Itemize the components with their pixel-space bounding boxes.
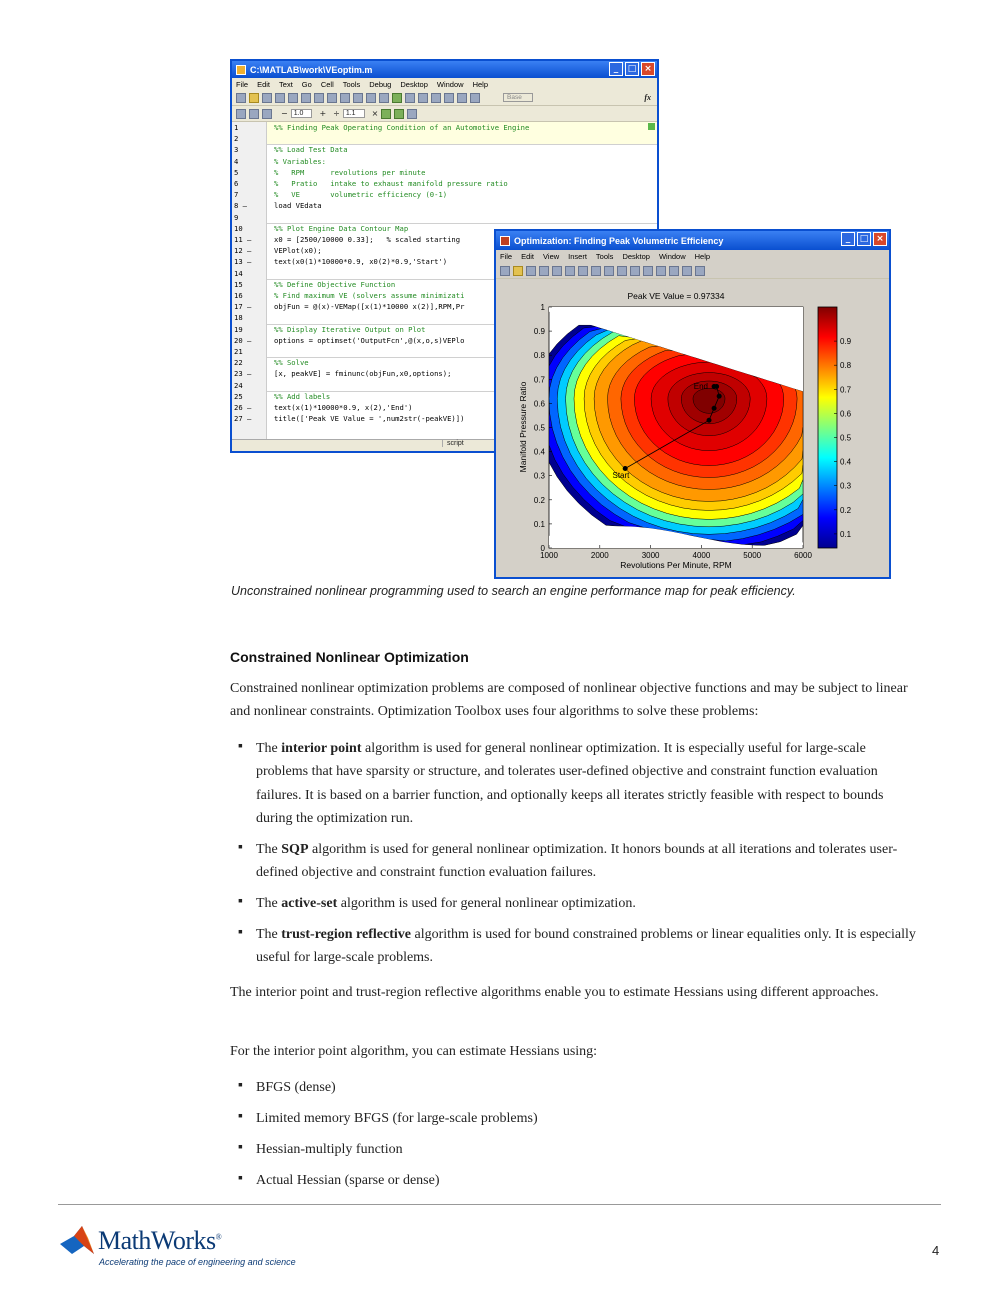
section-heading: Constrained Nonlinear Optimization <box>230 649 469 665</box>
cell-toolbar <box>232 106 657 122</box>
line-number: 6 <box>234 179 239 188</box>
fig-open-icon[interactable] <box>513 266 523 276</box>
colorbar-tick-label: 0.2 <box>840 505 852 515</box>
x-axis-label: Revolutions Per Minute, RPM <box>620 560 732 570</box>
exit-debug-icon[interactable] <box>470 93 480 103</box>
algorithm-item <box>256 923 916 970</box>
code-line[interactable]: title(['Peak VE Value = ',num2str(-peakVE)]) <box>274 414 465 424</box>
fx-icon[interactable]: fx <box>644 93 651 102</box>
algorithm-text: algorithm is used for general nonlinear optimization. It honors bounds at all iterations and tolerates user-defined objective and constraint function evaluation failures. <box>256 842 898 881</box>
figure-title: Optimization: Finding Peak Volumetric Efficiency <box>514 235 724 246</box>
bullet-marker: ▪ <box>238 739 243 754</box>
mathworks-membrane-logo <box>58 1224 98 1258</box>
matlab-file-icon <box>236 65 246 75</box>
figure-titlebar[interactable] <box>496 231 889 250</box>
code-line[interactable]: % Pratio intake to exhaust manifold pressure ratio <box>274 179 508 188</box>
line-number: 23 – <box>234 369 252 379</box>
fig-maximize-button[interactable]: □ <box>857 232 871 246</box>
line-number: 19 <box>234 324 243 334</box>
colorbar-tick-label: 0.8 <box>840 361 852 371</box>
figure-window[interactable] <box>494 229 891 579</box>
pointer-icon[interactable] <box>552 266 562 276</box>
breakpoint-icon[interactable] <box>405 93 415 103</box>
fig-new-icon[interactable] <box>500 266 510 276</box>
line-number: 15 <box>234 279 243 289</box>
figure-menu-tools[interactable]: Tools <box>595 252 614 261</box>
colorbar-tick-label: 0.9 <box>840 337 852 347</box>
colorbar-tick-label: 0.4 <box>840 457 852 467</box>
stack-select[interactable]: Base <box>503 93 533 102</box>
editor-menu-cell[interactable]: Cell <box>320 79 334 89</box>
legend-icon[interactable] <box>669 266 679 276</box>
line-number: 21 <box>234 347 243 356</box>
brand-name-text: MathWorks <box>98 1226 216 1255</box>
editor-menu-window[interactable]: Window <box>436 79 464 89</box>
line-number: 7 <box>234 190 239 200</box>
figure-menu-insert[interactable]: Insert <box>568 252 587 261</box>
code-line[interactable]: text(x0(1)*10000*0.9, x0(2)*0.9,'Start') <box>274 257 448 267</box>
hessian-option-item: Actual Hessian (sparse or dense) <box>256 1173 440 1188</box>
y-tick-label: 0.1 <box>533 519 545 529</box>
algorithm-text: algorithm is used for general nonlinear optimization. <box>337 896 636 911</box>
bullet-marker: ▪ <box>238 1140 243 1155</box>
x-tick-label: 2000 <box>590 551 609 560</box>
code-line[interactable]: %% Plot Engine Data Contour Map <box>274 223 409 233</box>
colorbar-icon[interactable] <box>656 266 666 276</box>
line-number: 16 <box>234 291 243 300</box>
times-button[interactable]: × <box>371 109 379 118</box>
x-tick-label: 1000 <box>540 551 558 560</box>
y-tick-label: 0.5 <box>533 423 545 433</box>
open-folder-icon[interactable] <box>249 93 259 103</box>
line-number: 24 <box>234 380 243 390</box>
figure-caption: Unconstrained nonlinear programming used to search an engine performance map for peak efficiency. <box>231 584 796 598</box>
line-number: 18 <box>234 313 243 323</box>
chart-title: Peak VE Value = 0.97334 <box>627 291 725 301</box>
figure-menu-window[interactable]: Window <box>658 252 686 261</box>
brand-name <box>98 1226 221 1256</box>
y-tick-label: 0.3 <box>533 471 545 481</box>
y-tick-label: 0.9 <box>533 327 545 337</box>
line-number: 3 <box>234 145 239 155</box>
line-number: 13 – <box>234 257 252 267</box>
figure-menubar <box>496 250 889 263</box>
code-line[interactable]: %% Define Objective Function <box>274 279 396 289</box>
figure-menu-view[interactable]: View <box>543 252 560 261</box>
line-number: 26 – <box>234 403 252 412</box>
fig-minimize-button[interactable]: _ <box>841 232 855 246</box>
fig-close-button[interactable]: × <box>873 232 887 246</box>
line-number: 17 – <box>234 302 252 312</box>
algorithm-text: algorithm is used for bound constrained problems or linear equalities only. It is especially useful for large-scale problems. <box>256 927 916 966</box>
divide-button[interactable]: ÷ <box>333 109 340 118</box>
figure-menu-help[interactable]: Help <box>694 252 711 261</box>
hessian-paragraph: The interior point and trust-region reflective algorithms enable you to estimate Hessians using different approaches. <box>230 985 879 1000</box>
x-tick-label: 5000 <box>743 551 762 560</box>
iterate-point <box>712 384 717 389</box>
algorithm-text: The <box>256 842 282 857</box>
iterate-point <box>717 394 722 399</box>
algorithm-text: The <box>256 741 282 756</box>
colorbar-tick-label: 0.3 <box>840 481 852 491</box>
eval-file-icon[interactable] <box>262 109 272 119</box>
line-number: 4 <box>234 156 239 166</box>
figure-menu-edit[interactable]: Edit <box>521 252 535 261</box>
hessian-option-item: BFGS (dense) <box>256 1080 336 1095</box>
line-number: 5 <box>234 167 239 177</box>
show-tools-icon[interactable] <box>695 266 705 276</box>
bullet-marker: ▪ <box>238 1109 243 1124</box>
intro-paragraph: Constrained nonlinear optimization problems are composed of nonlinear objective functions and may be subject to linear and nonlinear constraints. Optimization Toolbox uses four algorithms to solve these problems: <box>230 681 908 720</box>
decrement-button[interactable]: − <box>281 109 288 118</box>
maximize-button[interactable]: □ <box>625 62 639 76</box>
algorithm-text: The <box>256 896 282 911</box>
code-line[interactable]: %% Add labels <box>274 391 331 401</box>
bullet-marker: ▪ <box>238 1171 243 1186</box>
code-line[interactable]: text(x(1)*10000*0.9, x(2),'End') <box>274 403 413 412</box>
colorbar <box>818 307 837 548</box>
eval-cell-advance-icon[interactable] <box>249 109 259 119</box>
hessian-option-item: Hessian-multiply function <box>256 1142 403 1157</box>
algorithm-name: trust-region reflective <box>281 927 411 942</box>
code-line[interactable]: % Variables: <box>274 156 326 166</box>
matlab-logo-icon <box>500 236 510 246</box>
new-file-icon[interactable] <box>236 93 246 103</box>
page-number: 4 <box>932 1243 940 1258</box>
line-number: 12 – <box>234 246 252 256</box>
close-button[interactable]: × <box>641 62 655 76</box>
interior-point-paragraph: For the interior point algorithm, you can estimate Hessians using: <box>230 1044 598 1059</box>
colorbar-tick-label: 0.5 <box>840 433 852 443</box>
annotation-start: Start <box>612 471 630 481</box>
editor-menu-tools[interactable]: Tools <box>342 79 361 89</box>
cell-mode-icon-2[interactable] <box>394 109 404 119</box>
scroll-marker <box>648 123 655 130</box>
cell-divider <box>267 144 657 145</box>
editor-title: C:\MATLAB\work\VEoptim.m <box>250 64 373 75</box>
editor-menu-help[interactable]: Help <box>472 79 488 89</box>
zoom-in-icon[interactable] <box>565 266 575 276</box>
annotation-end: End <box>693 381 709 391</box>
code-line[interactable]: load VEdata <box>274 201 322 211</box>
save-icon[interactable] <box>262 93 272 103</box>
y-axis-label: Manifold Pressure Ratio <box>518 381 528 473</box>
line-number: 1 <box>234 123 239 132</box>
brand-tagline: Accelerating the pace of engineering and science <box>99 1257 296 1267</box>
bullet-marker: ▪ <box>238 1078 243 1093</box>
editor-menu-edit[interactable]: Edit <box>257 79 271 89</box>
y-tick-label: 0.6 <box>533 399 545 409</box>
editor-menu-text[interactable]: Text <box>279 79 293 89</box>
code-line[interactable]: %% Finding Peak Operating Condition of an Automotive Engine <box>274 123 530 132</box>
fig-save-icon[interactable] <box>526 266 536 276</box>
iterate-point <box>707 418 712 423</box>
cut-icon[interactable] <box>275 93 285 103</box>
hessian-option-item: Limited memory BFGS (for large-scale problems) <box>256 1111 538 1126</box>
figure-menu-desktop[interactable]: Desktop <box>622 252 650 261</box>
line-number: 22 <box>234 358 243 368</box>
code-line[interactable]: % Find maximum VE (solvers assume minimizati <box>274 291 465 300</box>
y-tick-label: 0.2 <box>533 495 545 505</box>
bullet-marker: ▪ <box>238 840 243 855</box>
line-number: 9 <box>234 212 239 222</box>
bullet-marker: ▪ <box>238 894 243 909</box>
code-line[interactable]: [x, peakVE] = fminunc(objFun,x0,options); <box>274 369 452 379</box>
paste-icon[interactable] <box>301 93 311 103</box>
bullet-marker: ▪ <box>238 925 243 940</box>
fig-print-icon[interactable] <box>539 266 549 276</box>
undo-icon[interactable] <box>314 93 324 103</box>
algorithm-item <box>256 892 916 915</box>
algorithm-item <box>256 737 916 831</box>
algorithm-item <box>256 838 916 885</box>
step-icon[interactable] <box>418 93 428 103</box>
colorbar-tick-label: 0.6 <box>840 409 852 419</box>
figure-menu-file[interactable]: File <box>500 252 513 261</box>
line-number: 10 <box>234 223 243 233</box>
line-number: 14 <box>234 268 243 278</box>
minimize-button[interactable]: _ <box>609 62 623 76</box>
code-line[interactable]: % RPM revolutions per minute <box>274 167 426 177</box>
code-line[interactable]: %% Display Iterative Output on Plot <box>274 324 426 334</box>
line-number: 25 <box>234 391 243 401</box>
code-line[interactable]: %% Load Test Data <box>274 145 348 155</box>
line-number: 27 – <box>234 414 252 424</box>
zoom-out-icon[interactable] <box>578 266 588 276</box>
editor-menu-file[interactable]: File <box>236 79 249 89</box>
algorithm-text: The <box>256 927 282 942</box>
code-line[interactable]: objFun = @(x)-VEMap([x(1)*10000 x(2)],RPM,Pr <box>274 302 465 312</box>
iterate-point <box>712 406 717 411</box>
editor-menu-desktop[interactable]: Desktop <box>400 79 428 89</box>
code-line[interactable]: VEPlot(x0); <box>274 246 322 256</box>
x-tick-label: 3000 <box>641 551 660 560</box>
status-script: script <box>442 440 464 447</box>
code-line[interactable]: %% Solve <box>274 358 309 368</box>
y-tick-label: 0.7 <box>533 375 545 385</box>
footer-rule <box>58 1204 941 1205</box>
algorithm-name: interior point <box>281 741 362 756</box>
cell-divider <box>267 223 657 224</box>
y-tick-label: 1 <box>540 303 545 312</box>
editor-menu-go[interactable]: Go <box>301 79 312 89</box>
algorithm-text: algorithm is used for general nonlinear optimization. It is especially useful for large-scale problems that have sparsity or structure, and tolerates user-defined objective and constraint function evaluation failures. It is based on a barrier function, and optionally keeps all iterates strictly feasible with respect to bounds during the optimization run. <box>256 741 884 827</box>
datacursor-icon[interactable] <box>617 266 627 276</box>
step-in-icon[interactable] <box>431 93 441 103</box>
y-tick-label: 0.8 <box>533 351 545 361</box>
editor-menubar <box>232 78 657 90</box>
editor-menu-debug[interactable]: Debug <box>369 79 392 89</box>
code-line[interactable]: options = optimset('OutputFcn',@(x,o,s)VEPlo <box>274 335 465 345</box>
eval-cell-icon[interactable] <box>236 109 246 119</box>
colorbar-tick-label: 0.1 <box>840 529 852 539</box>
cell-mode-icon-1[interactable] <box>381 109 391 119</box>
figure-toolbar <box>496 263 889 279</box>
hide-tools-icon[interactable] <box>682 266 692 276</box>
increment-value-2[interactable]: 1.1 <box>343 109 365 118</box>
code-line[interactable]: % VE volumetric efficiency (0-1) <box>274 190 448 200</box>
y-tick-label: 0.4 <box>533 447 545 457</box>
x-tick-label: 6000 <box>794 551 812 560</box>
y-tick-label: 0 <box>540 544 545 553</box>
rotate-icon[interactable] <box>604 266 614 276</box>
line-number: 2 <box>234 134 239 144</box>
editor-toolbar <box>232 90 657 106</box>
editor-titlebar[interactable] <box>232 61 657 78</box>
forward-icon[interactable] <box>379 93 389 103</box>
redo-icon[interactable] <box>327 93 337 103</box>
x-tick-label: 4000 <box>692 551 711 560</box>
line-number: 8 – <box>234 201 247 211</box>
pan-icon[interactable] <box>591 266 601 276</box>
run-icon[interactable] <box>392 93 402 103</box>
plus-button[interactable]: + <box>319 109 327 118</box>
copy-icon[interactable] <box>288 93 298 103</box>
code-line[interactable]: x0 = [2500/10000 0.33]; % scaled starting <box>274 235 461 244</box>
algorithm-name: active-set <box>281 896 338 911</box>
line-number: 11 – <box>234 235 252 244</box>
increment-value-1[interactable]: 1.0 <box>291 109 313 118</box>
find-icon[interactable] <box>353 93 363 103</box>
step-out-icon[interactable] <box>444 93 454 103</box>
print-icon[interactable] <box>340 93 350 103</box>
link-icon[interactable] <box>643 266 653 276</box>
brush-icon[interactable] <box>630 266 640 276</box>
line-number: 20 – <box>234 335 252 345</box>
help-icon[interactable] <box>407 109 417 119</box>
registered-mark: ® <box>215 1232 222 1242</box>
continue-icon[interactable] <box>457 93 467 103</box>
algorithm-name: SQP <box>281 842 309 857</box>
contour-chart <box>496 282 889 577</box>
colorbar-tick-label: 0.7 <box>840 385 852 395</box>
back-icon[interactable] <box>366 93 376 103</box>
